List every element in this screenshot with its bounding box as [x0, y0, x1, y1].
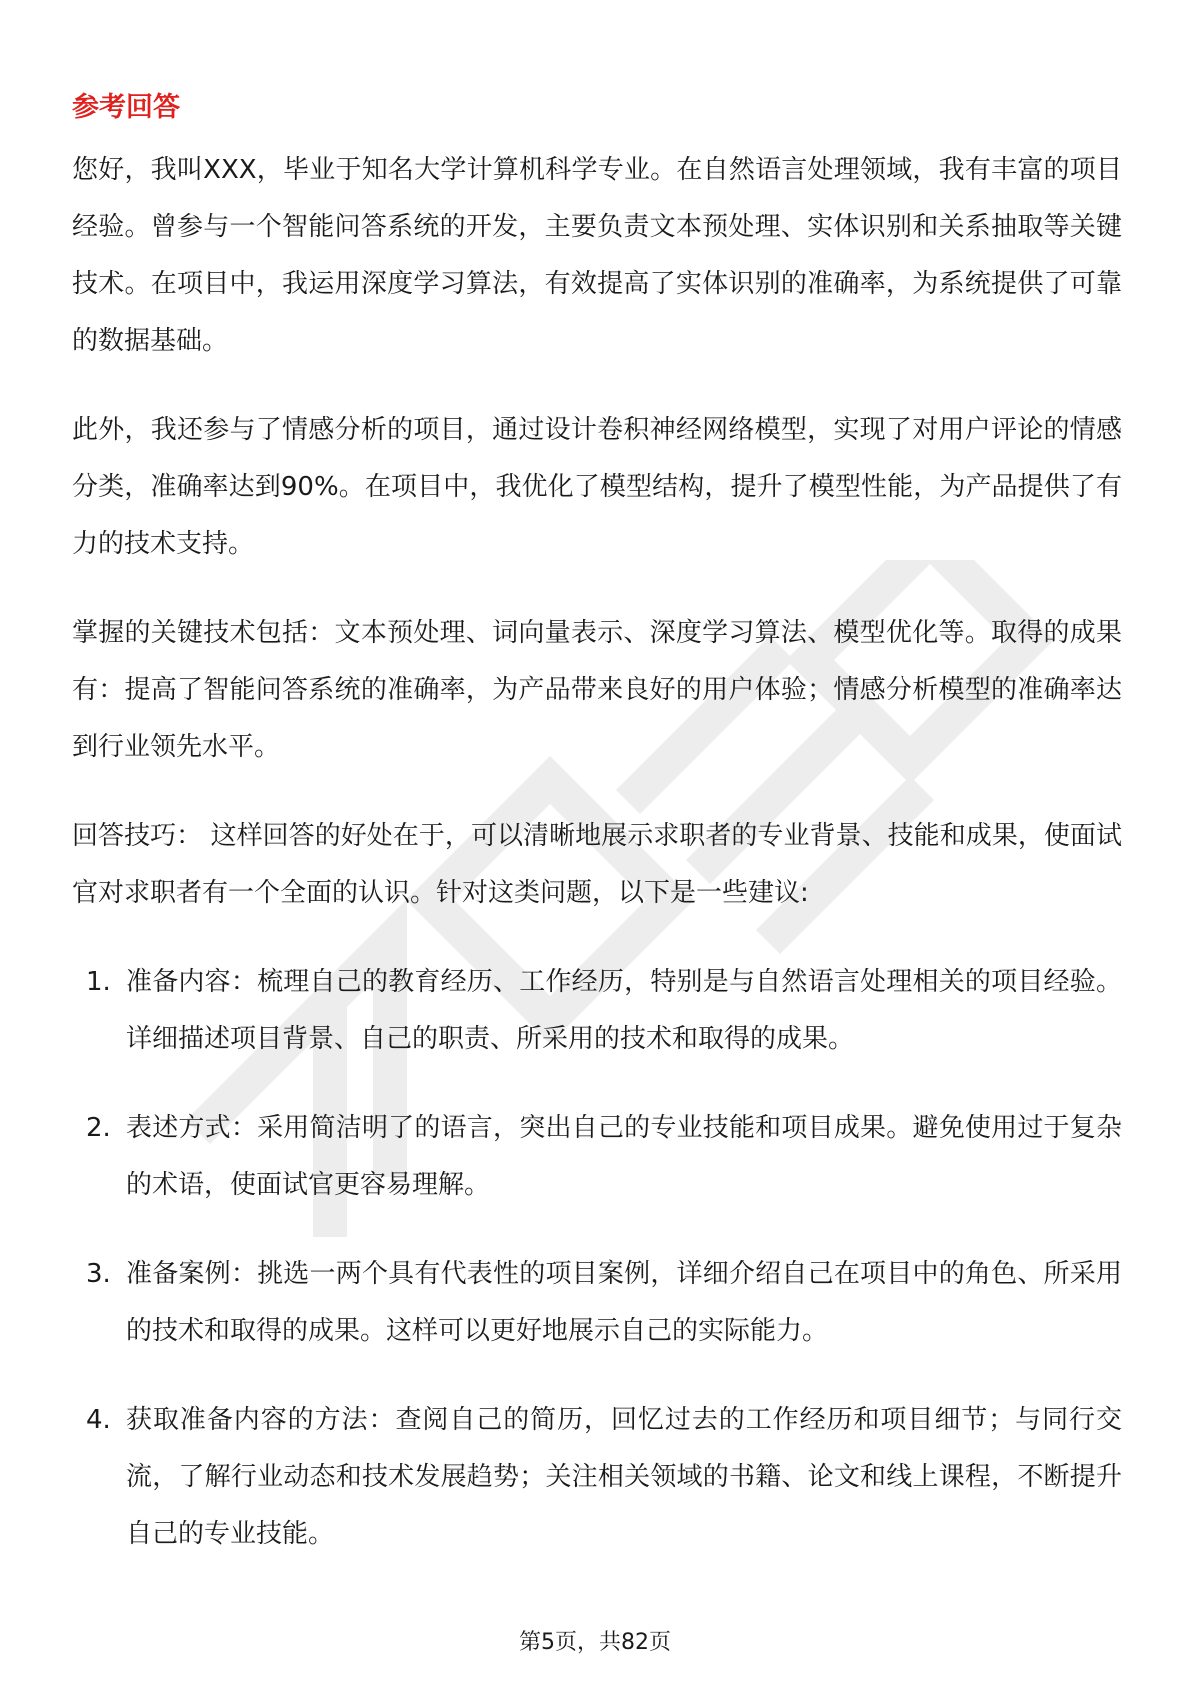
list-text: 准备案例：挑选一两个具有代表性的项目案例，详细介绍自己在项目中的角色、所采用的技术和取得的成果。这样可以更好地展示自己的实际能力。	[126, 1259, 1122, 1346]
list-item	[72, 1246, 1122, 1360]
list-text: 获取准备内容的方法：查阅自己的简历，回忆过去的工作经历和项目细节；与同行交流，了解行业动态和技术发展趋势；关注相关领域的书籍、论文和线上课程，不断提升自己的专业技能。	[126, 1405, 1122, 1549]
page-number: 第5页，共82页	[519, 1630, 671, 1655]
suggestion-list	[72, 954, 1122, 1563]
section-heading: 参考回答	[72, 92, 180, 123]
list-text: 准备内容：梳理自己的教育经历、工作经历，特别是与自然语言处理相关的项目经验。详细描述项目背景、自己的职责、所采用的技术和取得的成果。	[126, 967, 1122, 1054]
list-item	[72, 954, 1122, 1068]
tips-paragraph: 回答技巧： 这样回答的好处在于，可以清晰地展示求职者的专业背景、技能和成果，使面试官对求职者有一个全面的认识。针对这类问题，以下是一些建议:	[72, 821, 1122, 908]
skills-paragraph: 掌握的关键技术包括：文本预处理、词向量表示、深度学习算法、模型优化等。取得的成果有：提高了智能问答系统的准确率，为产品带来良好的用户体验；情感分析模型的准确率达到行业领先水平。	[72, 618, 1122, 762]
project-paragraph: 此外，我还参与了情感分析的项目，通过设计卷积神经网络模型，实现了对用户评论的情感分类，准确率达到90%。在项目中，我优化了模型结构，提升了模型性能，为产品提供了有力的技术支持。	[72, 415, 1122, 559]
list-item	[72, 1392, 1122, 1563]
list-item	[72, 1100, 1122, 1214]
list-text: 表述方式：采用简洁明了的语言，突出自己的专业技能和项目成果。避免使用过于复杂的术语，使面试官更容易理解。	[126, 1113, 1122, 1200]
list-number: 2.	[86, 1113, 111, 1143]
list-number: 1.	[86, 967, 111, 997]
list-number: 3.	[86, 1259, 111, 1289]
intro-paragraph: 您好，我叫XXX，毕业于知名大学计算机科学专业。在自然语言处理领域，我有丰富的项目经验。曾参与一个智能问答系统的开发，主要负责文本预处理、实体识别和关系抽取等关键技术。在项目中，我运用深度学习算法，有效提高了实体识别的准确率，为系统提供了可靠的数据基础。	[72, 155, 1122, 356]
list-number: 4.	[86, 1405, 111, 1435]
answer-section	[72, 88, 1122, 1595]
